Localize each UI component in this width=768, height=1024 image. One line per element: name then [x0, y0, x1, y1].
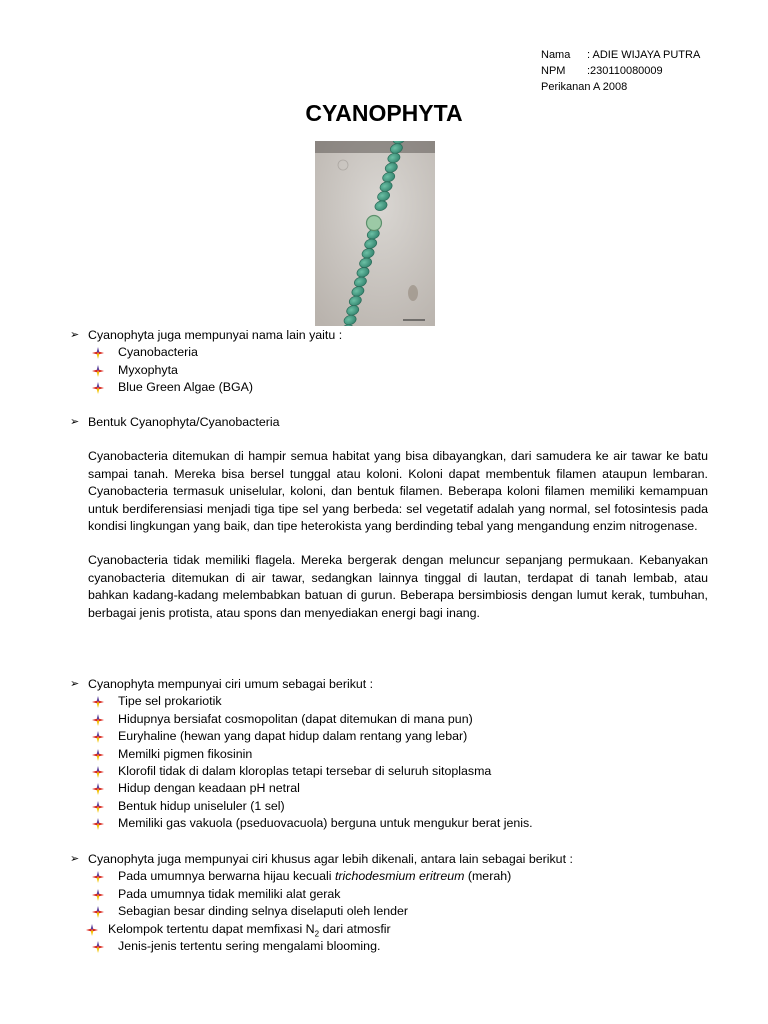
- section-ciri-umum: [70, 676, 710, 833]
- ciri-umum-list: [70, 693, 710, 832]
- flower-bullet-icon: [92, 766, 104, 778]
- list-item: Sebagian besar dinding selnya diselaputi oleh lender: [92, 903, 710, 920]
- species-name: trichodesmium eritreum: [334, 869, 465, 884]
- list-item: Memiliki gas vakuola (pseduovacuola) berguna untuk mengukur berat jenis.: [92, 815, 710, 832]
- paragraph: Cyanobacteria tidak memiliki flagela. Mereka bergerak dengan meluncur sepanjang permukaan. Kebanyakan cyanobacteria ditemukan di air tawar, sedangkan lainnya tinggal di lautan, terdapat di tanah lembab, atau bahkan kadang-kadang melembabkan batuan di gurun. Beberapa bersimbiosis dengan lumut kerak, tumbuhan, berbagai jenis protista, atau spons dan menyediakan energi bagi inang.: [88, 553, 708, 620]
- list-item: Bentuk hidup uniseluler (1 sel): [92, 798, 710, 815]
- flower-bullet-icon: [92, 382, 104, 394]
- nama-value: : ADIE WIJAYA PUTRA: [587, 49, 701, 61]
- flower-bullet-icon: [92, 783, 104, 795]
- flower-bullet-icon: [92, 941, 104, 953]
- section-heading: Cyanophyta juga mempunyai nama lain yaitu :: [88, 328, 343, 342]
- cyanobacteria-micrograph: [315, 141, 435, 326]
- flower-bullet-icon: [92, 347, 104, 359]
- list-item: Euryhaline (hewan yang dapat hidup dalam rentang yang lebar): [92, 728, 710, 745]
- flower-bullet-icon: [92, 871, 104, 883]
- list-item: Pada umumnya berwarna hijau kecuali trichodesmium eritreum (merah): [92, 868, 710, 885]
- section-bentuk: [70, 414, 710, 622]
- list-item: Pada umumnya tidak memiliki alat gerak: [92, 886, 710, 903]
- npm-label: NPM: [541, 65, 566, 77]
- list-item: Hidupnya bersiafat cosmopolitan (dapat ditemukan di mana pun): [92, 711, 710, 728]
- author-info: [541, 47, 700, 95]
- section-heading: Cyanophyta mempunyai ciri umum sebagai berikut :: [88, 677, 374, 691]
- section-heading: Cyanophyta juga mempunyai ciri khusus agar lebih dikenali, antara lain sebagai berikut :: [88, 852, 573, 866]
- list-item: Memilki pigmen fikosinin: [92, 746, 710, 763]
- flower-bullet-icon: [92, 696, 104, 708]
- arrowhead-bullet-icon: ➢: [70, 678, 80, 690]
- flower-bullet-icon: [92, 714, 104, 726]
- arrowhead-bullet-icon: ➢: [70, 416, 80, 428]
- section-heading: Bentuk Cyanophyta/Cyanobacteria: [88, 415, 280, 429]
- list-item: Blue Green Algae (BGA): [92, 379, 710, 396]
- names-list: [70, 344, 710, 396]
- flower-bullet-icon: [92, 889, 104, 901]
- flower-bullet-icon: [92, 906, 104, 918]
- flower-bullet-icon: [92, 365, 104, 377]
- arrowhead-bullet-icon: ➢: [70, 853, 80, 865]
- ciri-khusus-list: [70, 868, 710, 955]
- page-title: CYANOPHYTA: [305, 100, 463, 126]
- paragraph: Cyanobacteria ditemukan di hampir semua habitat yang bisa dibayangkan, dari samudera ke air tawar ke batu sampai tanah. Mereka bisa bersel tunggal atau koloni. Koloni dapat membentuk filamen ataupun lembaran. Cyanobacteria termasuk uniselular, koloni, dan bentuk filamen. Beberapa koloni filamen memiliki kemampuan untuk berdiferensiasi menjadi tiga tipe sel yang berbeda: sel vegetatif adalah yang normal, sel fotosintesis pada kondisi lingkungan yang baik, dan tipe heterokista yang berdinding tebal yang mengandung enzim nitrogenase.: [88, 449, 708, 534]
- flower-bullet-icon: [92, 731, 104, 743]
- list-item: Myxophyta: [92, 362, 710, 379]
- npm-value: :230110080009: [587, 65, 663, 77]
- list-item: Hidup dengan keadaan pH netral: [92, 780, 710, 797]
- section-names: [70, 327, 710, 397]
- class-info: Perikanan A 2008: [541, 81, 628, 93]
- arrowhead-bullet-icon: ➢: [70, 329, 80, 341]
- list-item: Tipe sel prokariotik: [92, 693, 710, 710]
- flower-bullet-icon: [92, 818, 104, 830]
- section-ciri-khusus: [70, 851, 710, 955]
- list-item: Jenis-jenis tertentu sering mengalami blooming.: [92, 938, 710, 955]
- list-item: Kelompok tertentu dapat memfixasi $N_2$ dari atmosfir: [88, 921, 710, 938]
- flower-bullet-icon: [86, 924, 98, 936]
- flower-bullet-icon: [92, 801, 104, 813]
- flower-bullet-icon: [92, 749, 104, 761]
- nama-label: Nama: [541, 49, 571, 61]
- list-item: Klorofil tidak di dalam kloroplas tetapi tersebar di seluruh sitoplasma: [92, 763, 710, 780]
- list-item: Cyanobacteria: [92, 344, 710, 361]
